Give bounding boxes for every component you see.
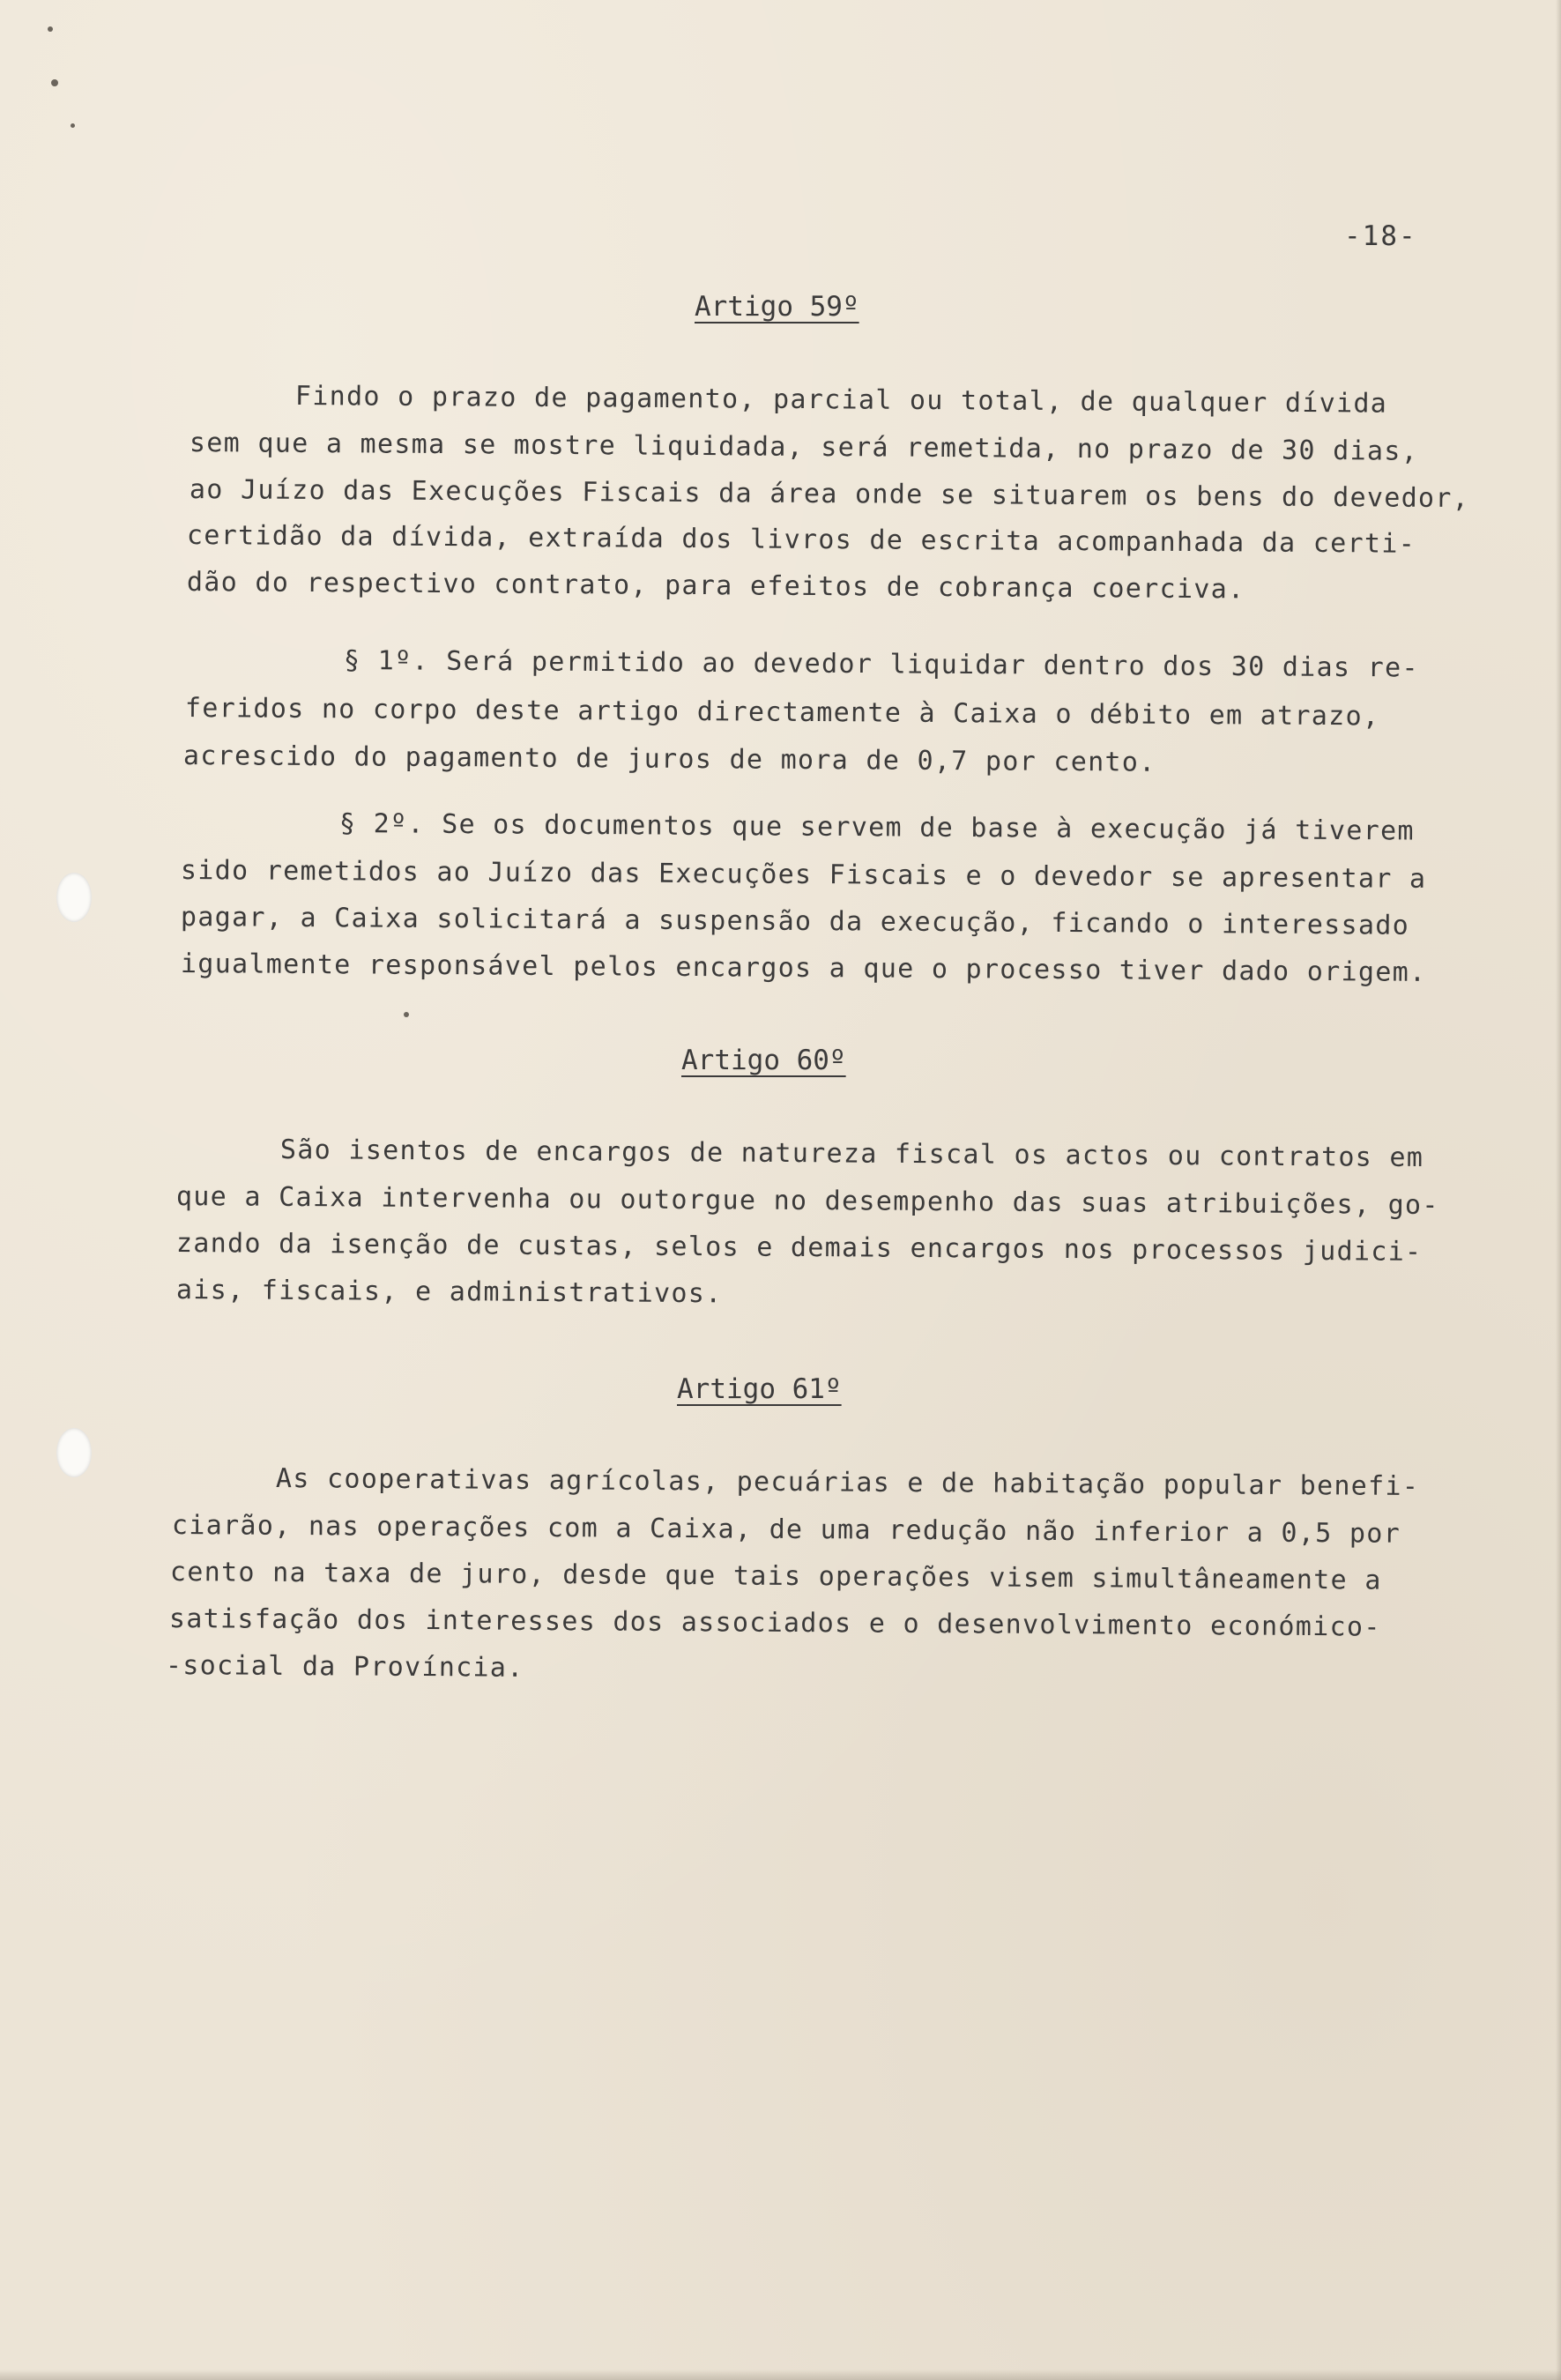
paper-speck [404,1012,409,1017]
text-line: dão do respectivo contrato, para efeitos de cobrança coerciva. [186,567,1245,606]
paper-speck [48,26,53,32]
text-line: ao Juízo das Execuções Fiscais da área onde se situarem os bens do devedor, [189,474,1470,515]
text-line: Findo o prazo de pagamento, parcial ou total, de qualquer dívida [294,381,1388,420]
text-line: cento na taxa de juro, desde que tais operações visem simultâneamente a [169,1557,1382,1596]
text-line: feridos no corpo deste artigo directamente à Caixa o débito em atrazo, [184,693,1380,733]
text-line: ais, fiscais, e administrativos. [175,1275,723,1310]
page-bottom-shadow [0,2369,1561,2380]
text-line: que a Caixa intervenha ou outorgue no desempenho das suas atribuições, go- [175,1181,1439,1222]
paper-speck [51,79,58,86]
text-line: § 2º. Se os documentos que servem de base à execução já tiverem [338,808,1415,847]
punch-hole-bottom [56,1428,92,1477]
text-line: pagar, a Caixa solicitará a suspensão da execução, ficando o interessado [180,902,1410,941]
text-line: zando da isenção de custas, selos e demais encargos nos processos judici- [175,1228,1423,1268]
text-line: § 1º. Será permitido ao devedor liquidar dentro dos 30 dias re- [343,645,1419,684]
article-60-heading: Artigo 60º [681,1045,846,1076]
text-line: São isentos de encargos de natureza fiscal os actos ou contratos em [279,1134,1424,1174]
text-line: acrescido do pagamento de juros de mora de 0,7 por cento. [182,740,1156,778]
punch-hole-top [56,873,92,922]
text-line: ciarão, nas operações com a Caixa, de uma redução não inferior a 0,5 por [171,1510,1401,1550]
text-line: As cooperativas agrícolas, pecuárias e de habitação popular benefi- [275,1463,1420,1503]
paper-speck [71,123,75,128]
article-61-heading: Artigo 61º [677,1373,842,1405]
page-edge-shadow [1556,0,1561,2380]
article-59-heading: Artigo 59º [695,291,859,323]
text-line: certidão da dívida, extraída dos livros de escrita acompanhada da certi- [186,520,1416,560]
page-number: -18- [1344,220,1417,252]
text-line: sido remetidos ao Juízo das Execuções Fiscais e o devedor se apresentar a [180,855,1427,895]
text-line: igualmente responsável pelos encargos a que o processo tiver dado origem. [180,948,1427,988]
text-line: -social da Província. [165,1650,524,1684]
text-line: sem que a mesma se mostre liquidada, será remetida, no prazo de 30 dias, [189,428,1419,467]
text-line: satisfação dos interesses dos associados e o desenvolvimento económico- [168,1603,1381,1643]
